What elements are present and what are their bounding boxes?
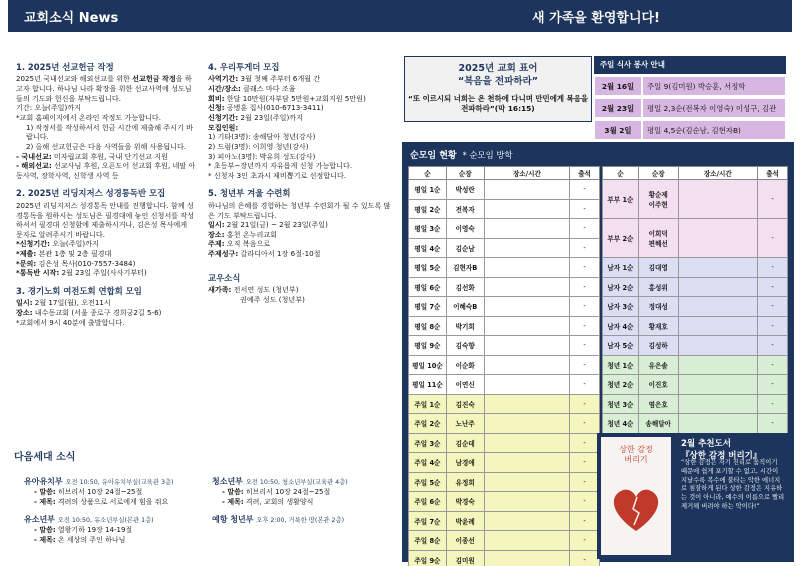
- group-name: 청년 3순: [603, 394, 639, 414]
- book-heading: 2월 추천도서 『상한 감정 버리기』: [681, 439, 762, 461]
- group-leader: 김순남: [446, 238, 484, 258]
- group-place: [484, 531, 570, 551]
- group-name: 남자 1순: [603, 258, 639, 278]
- group-place: [678, 277, 758, 297]
- lunch-date: 3월 2일: [594, 120, 642, 140]
- group-attendance: -: [758, 394, 788, 414]
- group-attendance: -: [570, 316, 600, 336]
- group-attendance: -: [758, 180, 788, 219]
- group-row: [409, 472, 600, 492]
- group-leader: 김진숙: [446, 394, 484, 414]
- group-attendance: -: [758, 355, 788, 375]
- group-name: 평일 6순: [409, 277, 447, 297]
- group-leader: 이진호: [638, 375, 678, 395]
- group-leader: 이종선: [446, 531, 484, 551]
- group-attendance: -: [570, 180, 600, 200]
- group-place: [678, 336, 758, 356]
- motto-sub: “복음을 전파하라”: [457, 75, 539, 87]
- group-name: 남자 2순: [603, 277, 639, 297]
- group-leader: 이연신: [446, 375, 484, 395]
- header-right: [400, 0, 792, 32]
- welcome-title: 새 가족을 환영합니다!: [531, 10, 660, 26]
- group-name: 청년 1순: [603, 355, 639, 375]
- offering-desc: 2025년 국내선교와 해외선교를 위한 선교헌금 작정을 하고자 합니다. 하나님 나라 확장을 위한 선교사역에 성도님들의 기도와 헌신을 부탁드립니다.: [16, 74, 192, 103]
- group-leader: 박경숙: [446, 492, 484, 512]
- column-2: [208, 62, 394, 312]
- group-place: [484, 355, 570, 375]
- group-attendance: -: [570, 336, 600, 356]
- group-attendance: -: [758, 336, 788, 356]
- lunch-text: 주일 9(김미원) 박승훈, 서정학: [642, 76, 786, 96]
- lunch-row: [594, 98, 786, 118]
- group-row: [409, 238, 600, 258]
- group-attendance: -: [570, 199, 600, 219]
- group-row: [603, 355, 788, 375]
- group-place: [484, 394, 570, 414]
- group-name: 주일 9순: [409, 550, 447, 566]
- group-attendance: -: [570, 472, 600, 492]
- group-attendance: -: [570, 531, 600, 551]
- group-leader: 박기희: [446, 316, 484, 336]
- offering-step2: 2) 올해 선교헌금은 다음 사역들을 위해 사용됩니다.: [26, 141, 187, 151]
- group-row: [409, 199, 600, 219]
- group-name: 남자 5순: [603, 336, 639, 356]
- group-place: [484, 492, 570, 512]
- group-leader: 이희덕 편혜선: [638, 219, 678, 258]
- groups-header: 순: [603, 167, 639, 180]
- group-attendance: -: [570, 277, 600, 297]
- group-attendance: -: [758, 219, 788, 258]
- group-leader: 김대영: [638, 258, 678, 278]
- group-row: [409, 336, 600, 356]
- group-leader: 김선화: [446, 277, 484, 297]
- group-row: [603, 180, 788, 219]
- group-name: 평일 9순: [409, 336, 447, 356]
- groups-header: 순장: [446, 167, 484, 180]
- group-leader: 송해달아: [638, 414, 678, 434]
- news-title: 교우소식: [208, 272, 241, 283]
- group-place: [484, 336, 570, 356]
- group-attendance: -: [758, 258, 788, 278]
- group-leader: 황순제 이주현: [638, 180, 678, 219]
- group-place: [678, 355, 758, 375]
- group-attendance: -: [758, 414, 788, 434]
- group-leader: 이순화: [446, 355, 484, 375]
- group-attendance: -: [570, 297, 600, 317]
- group-row: [603, 258, 788, 278]
- group-leader: 김순데: [446, 433, 484, 453]
- group-place: [678, 394, 758, 414]
- groups-table-left: [408, 166, 600, 566]
- group-row: [409, 433, 600, 453]
- group-leader: 김숙향: [446, 336, 484, 356]
- motto-verse: “또 이르시되 너희는 온 천하에 다니며 만민에게 복음을 전파하라”(막 16:15): [408, 93, 588, 113]
- offering-domestic: - 국내선교: 미자립교회 후원, 국내 단기선교 지원: [16, 151, 168, 161]
- lunch-text: 평일 4,5순(김순남, 김현자B): [642, 120, 786, 140]
- child-dept: 유소년부 오전 10:50, 유소년부실(본관 1층) - 말씀: 열왕기하 19장 14-19절 - 제목: 온 세상의 주인 하나님: [24, 515, 154, 544]
- group-leader: 유은솔: [638, 355, 678, 375]
- group-row: [409, 297, 600, 317]
- group-name: 주일 1순: [409, 394, 447, 414]
- group-name: 주일 3순: [409, 433, 447, 453]
- group-place: [484, 433, 570, 453]
- group-row: [409, 355, 600, 375]
- offering-overseas: - 해외선교: 선교사님 후원, 오픈도어 선교회 후원, 네팔 아동사역, 장학사역, 신학생 사역 등: [16, 161, 196, 180]
- groups-title: 순모임 현황 * 순모임 방학: [410, 150, 513, 161]
- group-name: 평일 10순: [409, 355, 447, 375]
- group-place: [484, 472, 570, 492]
- group-attendance: -: [570, 453, 600, 473]
- group-place: [484, 297, 570, 317]
- group-row: [409, 531, 600, 551]
- mission-title: 3. 경기노회 여전도회 연합회 모임: [16, 286, 142, 297]
- lunch-text: 평일 2,3순(전복자 이영숙) 이성구, 김관: [642, 98, 786, 118]
- group-place: [678, 180, 758, 219]
- uri-section: 4. 우리투게더 모집 사역기간: 3월 첫째 주부터 6개월 간 시간/장소: 클래스 마다 조율 회비: 한달 10만원(자부담 5만원+교회지원 5만원) 신청: 공병훈 집사(010-6713-3411) 신청기간: 2월 23일(주일)까지 모집인원: 1) 기타(3명): 송해담아 청년(강사) 2) 드럼(3명): 이희영 청년(강사) 3) 피아노(3명): 박유희 성도(강사) * 초등부~장년까지 자유롭게 신청 가능합니다. * 신청자 3인 초과시 제비뽑기로 선정합니다.: [208, 62, 394, 180]
- group-place: [484, 511, 570, 531]
- mission-note: *교회에서 9시 40분에 출발합니다.: [16, 317, 125, 327]
- book-recommendation: [597, 433, 789, 559]
- group-row: [603, 414, 788, 434]
- groups-header: 출석: [570, 167, 600, 180]
- group-row: [409, 394, 600, 414]
- church-motto: [404, 56, 592, 122]
- reading-desc: 2025년 리딩지저스 성경통독 안내를 진행합니다. 함께 성경통독을 원하시는 성도님은 필경대에 놓인 신청서를 작성하셔서 필경대 신청함에 제출하시거나, 김은성 목사에게 문자로 알려주시기 바랍니다.: [16, 200, 194, 239]
- group-attendance: -: [570, 375, 600, 395]
- retreat-section: 5. 청년부 겨울 수련회 하나님의 은혜를 경험하는 청년부 수련회가 될 수 있도록 많은 기도 부탁드립니다. 일시: 2월 21일(금) ~ 2월 23일(주일) 장소: 홍천 온누리교회 주제: 오직 복음으로 주제성구: 갈라디아서 1장 6절-10절: [208, 188, 394, 258]
- lunch-row: [594, 120, 786, 140]
- group-leader: 유정희: [446, 472, 484, 492]
- header-title: 교회소식 News: [24, 10, 119, 26]
- group-row: [409, 219, 600, 239]
- next-gen-title: 다음세대 소식: [14, 452, 76, 463]
- group-place: [678, 375, 758, 395]
- group-name: 부부 2순: [603, 219, 639, 258]
- group-name: 청년 4순: [603, 414, 639, 434]
- group-name: 주일 5순: [409, 472, 447, 492]
- group-place: [484, 316, 570, 336]
- group-leader: 홍성위: [638, 277, 678, 297]
- group-attendance: -: [570, 511, 600, 531]
- group-place: [484, 375, 570, 395]
- group-row: [409, 277, 600, 297]
- group-row: [409, 258, 600, 278]
- group-leader: 전복자: [446, 199, 484, 219]
- lunch-row: [594, 76, 786, 96]
- mission-section: 3. 경기노회 여전도회 연합회 모임 일시: 2월 17일(월), 오전11시 장소: 내수동교회 (서울 종로구 경희궁2길 5-6) *교회에서 9시 40분에 출발합니다.: [16, 286, 196, 327]
- group-attendance: -: [570, 238, 600, 258]
- group-name: 평일 11순: [409, 375, 447, 395]
- group-leader: 박윤례: [446, 511, 484, 531]
- group-place: [678, 219, 758, 258]
- group-attendance: -: [758, 297, 788, 317]
- youth-dept: 청소년부 오전 10:50, 청소년부실(교육관 4층) - 말씀: 히브리서 10장 24절~25절 - 제목: 격려, 교회의 생활양식: [212, 477, 348, 506]
- groups-header: 장소/시간: [484, 167, 570, 180]
- offering-online: *교회 홈페이지에서 온라인 작정도 가능합니다.: [16, 112, 162, 122]
- group-name: 평일 3순: [409, 219, 447, 239]
- group-row: [603, 336, 788, 356]
- book-desc: “상한 감정은 자기 진리로 움직이기 때문에 쉽게 포기할 수 없고, 시간이 지날수록 복수에 불타는 악한 에너지로 침잠하게 된다 상한 감정은 지유하는 것이 아니라, 예수의 이름으로 빨리 제거해 버려야 하는 악이다!”: [681, 459, 785, 511]
- group-place: [484, 180, 570, 200]
- group-place: [484, 238, 570, 258]
- group-attendance: -: [758, 316, 788, 336]
- group-name: 평일 2순: [409, 199, 447, 219]
- uri-title: 4. 우리투게더 모집: [208, 62, 280, 72]
- group-place: [484, 199, 570, 219]
- group-place: [484, 258, 570, 278]
- groups-header: 장소/시간: [678, 167, 758, 180]
- group-name: 주일 6순: [409, 492, 447, 512]
- offering-step1: 1) 작정서를 작성하셔서 헌금 시간에 제출해 주시기 바랍니다.: [26, 122, 193, 142]
- group-leader: 노난주: [446, 414, 484, 434]
- group-row: [409, 414, 600, 434]
- group-name: 평일 1순: [409, 180, 447, 200]
- group-attendance: -: [570, 219, 600, 239]
- group-row: [603, 297, 788, 317]
- group-leader: 정대성: [638, 297, 678, 317]
- group-attendance: -: [570, 492, 600, 512]
- retreat-title: 5. 청년부 겨울 수련회: [208, 188, 291, 199]
- offering-section: [16, 62, 196, 180]
- group-row: [603, 394, 788, 414]
- group-attendance: -: [570, 394, 600, 414]
- group-row: [409, 453, 600, 473]
- group-name: 청년 2순: [603, 375, 639, 395]
- group-name: 평일 4순: [409, 238, 447, 258]
- groups-header: 순: [409, 167, 447, 180]
- group-attendance: -: [758, 375, 788, 395]
- group-attendance: -: [570, 414, 600, 434]
- group-place: [484, 550, 570, 566]
- groups-table-right: [602, 166, 788, 453]
- offering-title: 1. 2025년 선교헌금 작정: [16, 62, 114, 72]
- group-name: 주일 8순: [409, 531, 447, 551]
- header-left: [8, 0, 408, 32]
- group-row: [409, 550, 600, 566]
- group-leader: 김현자B: [446, 258, 484, 278]
- group-name: 남자 4순: [603, 316, 639, 336]
- lunch-date: 2월 23일: [594, 98, 642, 118]
- group-name: 주일 4순: [409, 453, 447, 473]
- group-leader: 황재호: [638, 316, 678, 336]
- group-leader: 박성란: [446, 180, 484, 200]
- lunch-date: 2월 16일: [594, 76, 642, 96]
- group-attendance: -: [570, 550, 600, 566]
- offering-period: 기간: 오늘(주일)까지: [16, 103, 81, 113]
- group-name: 남자 3순: [603, 297, 639, 317]
- group-name: 평일 5순: [409, 258, 447, 278]
- groups-header: 순장: [638, 167, 678, 180]
- group-name: 주일 2순: [409, 414, 447, 434]
- group-leader: 염은호: [638, 394, 678, 414]
- group-name: 부부 1순: [603, 180, 639, 219]
- group-row: [603, 316, 788, 336]
- group-place: [678, 414, 758, 434]
- motto-title: 2025년 교회 표어: [458, 63, 538, 74]
- group-row: [603, 219, 788, 258]
- group-row: [409, 511, 600, 531]
- group-name: 평일 7순: [409, 297, 447, 317]
- column-1: [16, 62, 196, 335]
- book-cover: 상한 감정 버리기: [601, 437, 671, 555]
- group-row: [409, 375, 600, 395]
- young-adult-dept: 예항 청년부 오후 2:00, 거룩한 땅(본관 2층): [212, 515, 345, 524]
- group-name: 주일 7순: [409, 511, 447, 531]
- reading-section: 2. 2025년 리딩지저스 성경통독반 모집 2025년 리딩지저스 성경통독 안내를 진행합니다. 함께 성경통독을 원하시는 성도님은 필경대에 놓인 신청서를 작성하셔서 필경대 신청함에 제출하시거나, 김은성 목사에게 문자로 알려주시기 바랍니다. *신청기간: 오늘(주일)까지 *제출: 본관 1층 및 2층 필경대 *문의: 김은성 목사(010-7557-3484) *통독반 시작: 2월 23일 주일(사사기부터): [16, 188, 194, 278]
- group-place: [484, 277, 570, 297]
- group-name: 평일 8순: [409, 316, 447, 336]
- group-row: [603, 375, 788, 395]
- group-row: [603, 277, 788, 297]
- group-place: [678, 316, 758, 336]
- kinder-dept: 유아유치부 오전 10:50, 유아유치부실(교육관 3층) - 말씀: 히브리서 10장 24절~25절 - 제목: 격려의 상품으로 서로에게 힘을 줘요: [24, 477, 174, 506]
- group-row: [409, 492, 600, 512]
- lunch-title: 주일 식사 봉사 안내: [594, 56, 786, 74]
- group-leader: 이영숙: [446, 219, 484, 239]
- group-attendance: -: [570, 258, 600, 278]
- group-place: [484, 453, 570, 473]
- group-leader: 김성하: [638, 336, 678, 356]
- groups-header: 출석: [758, 167, 788, 180]
- group-leader: 남경애: [446, 453, 484, 473]
- news-section: 교우소식 새가족: 전서연 성도 (청년부) 권예주 성도 (청년부): [208, 273, 394, 305]
- group-row: [409, 316, 600, 336]
- group-place: [484, 414, 570, 434]
- group-row: [409, 180, 600, 200]
- group-attendance: -: [758, 277, 788, 297]
- group-leader: 이혜숙B: [446, 297, 484, 317]
- group-place: [484, 219, 570, 239]
- reading-title: 2. 2025년 리딩지저스 성경통독반 모집: [16, 188, 166, 199]
- group-place: [678, 258, 758, 278]
- heart-icon: [601, 479, 671, 539]
- group-leader: 김미원: [446, 550, 484, 566]
- group-attendance: -: [570, 355, 600, 375]
- group-attendance: -: [570, 433, 600, 453]
- lunch-service: [594, 56, 786, 142]
- group-place: [678, 297, 758, 317]
- lunch-table: [594, 74, 786, 142]
